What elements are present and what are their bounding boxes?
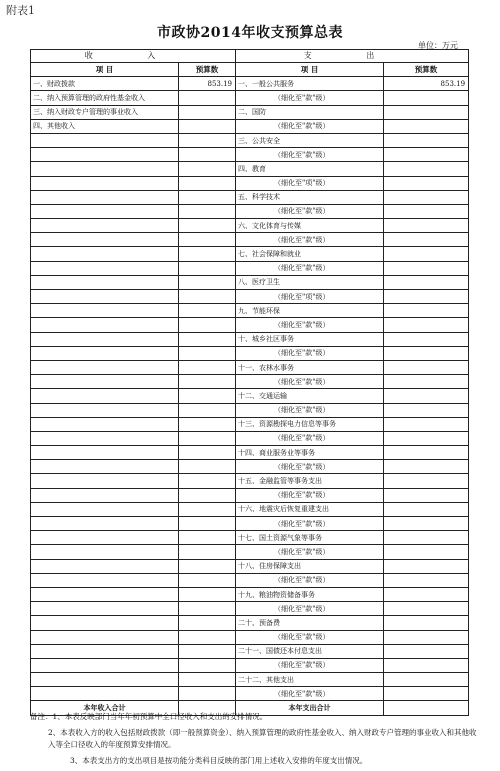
expense-amount-cell: 853.19 (384, 77, 469, 91)
income-amount-cell (179, 644, 236, 658)
income-amount-cell (179, 219, 236, 233)
column-header-row (31, 63, 469, 77)
expense-amount-cell (384, 687, 469, 701)
income-item-cell (31, 375, 179, 389)
expense-item-cell: 十三、资源勘探电力信息等事务 (236, 417, 384, 431)
income-item-cell (31, 446, 179, 460)
note-3: 3、本表支出方的支出项目是按功能分类科目反映的部门用上述收入安排的年度支出情况。 (70, 756, 368, 765)
table-row (31, 488, 469, 502)
income-amount-cell (179, 375, 236, 389)
expense-item-cell: 十九、粮油物资储备事务 (236, 587, 384, 601)
table-row (31, 375, 469, 389)
unit-label: 单位：万元 (418, 41, 458, 50)
table-row (31, 460, 469, 474)
table-row (31, 687, 469, 701)
income-amount-cell (179, 247, 236, 261)
expense-amount-cell (384, 261, 469, 275)
expense-amount-cell (384, 304, 469, 318)
income-item-cell (31, 644, 179, 658)
note-1: 备注：1、本表反映部门当年年初预算中全口径收入和支出的安排情况。 (30, 712, 268, 721)
expense-amount-cell (384, 531, 469, 545)
expense-amount-cell (384, 346, 469, 360)
expense-item-cell: 十六、地震灾后恢复重建支出 (236, 502, 384, 516)
income-item-cell (31, 247, 179, 261)
expense-item-cell: （细化至"款"级） (236, 517, 384, 531)
income-amount-cell (179, 573, 236, 587)
table-row (31, 431, 469, 445)
income-item-cell (31, 488, 179, 502)
expense-item-cell: 六、文化体育与传媒 (236, 219, 384, 233)
income-item-cell (31, 148, 179, 162)
income-item-cell (31, 502, 179, 516)
income-item-cell (31, 190, 179, 204)
expense-item-cell: （细化至"款"级） (236, 602, 384, 616)
expense-amount-cell (384, 148, 469, 162)
expense-item-cell: 九、节能环保 (236, 304, 384, 318)
income-item-cell (31, 630, 179, 644)
income-amount-cell: 853.19 (179, 77, 236, 91)
expense-amount-cell (384, 658, 469, 672)
table-row (31, 318, 469, 332)
expense-item-cell: 十一、农林水事务 (236, 360, 384, 374)
expense-amount-cell (384, 545, 469, 559)
table-row (31, 673, 469, 687)
income-item-cell (31, 474, 179, 488)
income-item-cell (31, 616, 179, 630)
income-amount-cell (179, 346, 236, 360)
income-amount-cell (179, 673, 236, 687)
income-item-cell (31, 290, 179, 304)
table-row (31, 417, 469, 431)
expense-amount-cell (384, 119, 469, 133)
income-amount-cell (179, 304, 236, 318)
income-item-cell (31, 261, 179, 275)
income-item-cell (31, 360, 179, 374)
income-amount-cell (179, 431, 236, 445)
income-amount-cell (179, 559, 236, 573)
income-amount-cell (179, 658, 236, 672)
expense-amount-cell (384, 233, 469, 247)
expense-amount-cell (384, 417, 469, 431)
table-row (31, 233, 469, 247)
table-row (31, 602, 469, 616)
expense-item-cell: （细化至"款"级） (236, 573, 384, 587)
income-amount-cell (179, 545, 236, 559)
table-row (31, 162, 469, 176)
expense-amount-cell (384, 587, 469, 601)
expense-amount-cell (384, 474, 469, 488)
expense-item-cell: （细化至"款"级） (236, 545, 384, 559)
table-row (31, 219, 469, 233)
expense-item-cell: （细化至"项"级） (236, 290, 384, 304)
income-item-cell (31, 559, 179, 573)
expense-amount-cell (384, 190, 469, 204)
table-row (31, 332, 469, 346)
table-row (31, 190, 469, 204)
income-item-cell (31, 417, 179, 431)
expense-item-cell: 七、社会保障和就业 (236, 247, 384, 261)
expense-amount-cell (384, 502, 469, 516)
expense-item-cell: 五、科学技术 (236, 190, 384, 204)
income-item-header: 项 目 (31, 63, 179, 77)
income-item-cell (31, 602, 179, 616)
section-header-row (31, 50, 469, 63)
income-item-cell (31, 517, 179, 531)
table-row (31, 517, 469, 531)
table-row (31, 261, 469, 275)
expense-amount-cell (384, 91, 469, 105)
expense-item-cell: （细化至"款"级） (236, 346, 384, 360)
expense-amount-cell (384, 176, 469, 190)
table-row (31, 587, 469, 601)
table-row (31, 133, 469, 147)
table-row (31, 105, 469, 119)
expense-item-cell: 四、教育 (236, 162, 384, 176)
expense-item-cell: （细化至"项"级） (236, 176, 384, 190)
page-title: 市政协2014年收支预算总表 (157, 25, 343, 41)
expense-item-cell: 八、医疗卫生 (236, 275, 384, 289)
expense-item-cell: 一、一般公共服务 (236, 77, 384, 91)
expense-amount-cell (384, 517, 469, 531)
table-row (31, 346, 469, 360)
expense-amount-cell (384, 105, 469, 119)
income-item-cell (31, 658, 179, 672)
expense-item-cell: （细化至"款"级） (236, 148, 384, 162)
expense-amount-header: 预算数 (384, 63, 469, 77)
table-row (31, 389, 469, 403)
income-amount-cell (179, 318, 236, 332)
income-amount-header: 预算数 (179, 63, 236, 77)
income-item-cell: 一、财政拨款 (31, 77, 179, 91)
table-row (31, 176, 469, 190)
income-amount-cell (179, 389, 236, 403)
income-item-cell (31, 318, 179, 332)
expense-item-cell: 三、公共安全 (236, 133, 384, 147)
expense-item-cell: （细化至"款"级） (236, 658, 384, 672)
table-row (31, 403, 469, 417)
expense-amount-cell (384, 644, 469, 658)
table-row (31, 446, 469, 460)
table-row (31, 360, 469, 374)
expense-item-cell: 十、城乡社区事务 (236, 332, 384, 346)
expense-amount-cell (384, 133, 469, 147)
table-row (31, 474, 469, 488)
expense-item-cell: 十二、交通运输 (236, 389, 384, 403)
expense-amount-cell (384, 446, 469, 460)
income-item-cell (31, 587, 179, 601)
income-item-cell (31, 673, 179, 687)
income-item-cell (31, 332, 179, 346)
expense-item-cell: （细化至"款"级） (236, 403, 384, 417)
income-item-cell (31, 162, 179, 176)
income-section-header: 收 入 (31, 50, 236, 63)
income-item-cell (31, 545, 179, 559)
income-amount-cell (179, 204, 236, 218)
income-amount-cell (179, 133, 236, 147)
table-row (31, 531, 469, 545)
income-amount-cell (179, 630, 236, 644)
expense-amount-cell (384, 630, 469, 644)
income-amount-cell (179, 91, 236, 105)
income-item-cell (31, 176, 179, 190)
income-total-label: 本年收入合计 (31, 701, 179, 715)
expense-item-header: 项 目 (236, 63, 384, 77)
table-row (31, 630, 469, 644)
expense-amount-cell (384, 360, 469, 374)
expense-item-cell: （细化至"款"级） (236, 233, 384, 247)
expense-amount-cell (384, 488, 469, 502)
income-item-cell (31, 531, 179, 545)
table-row (31, 275, 469, 289)
expense-item-cell: （细化至"款"级） (236, 261, 384, 275)
table-row (31, 119, 469, 133)
expense-amount-cell (384, 460, 469, 474)
expense-amount-cell (384, 290, 469, 304)
expense-item-cell: 十五、金融监管等事务支出 (236, 474, 384, 488)
income-item-cell (31, 431, 179, 445)
expense-amount-cell (384, 431, 469, 445)
income-amount-cell (179, 446, 236, 460)
expense-amount-cell (384, 403, 469, 417)
income-amount-cell (179, 460, 236, 474)
income-amount-cell (179, 403, 236, 417)
income-amount-cell (179, 531, 236, 545)
table-row (31, 304, 469, 318)
table-row (31, 91, 469, 105)
income-item-cell (31, 233, 179, 247)
income-amount-cell (179, 616, 236, 630)
income-item-cell (31, 460, 179, 474)
expense-item-cell: 二、国防 (236, 105, 384, 119)
income-item-cell (31, 403, 179, 417)
income-amount-cell (179, 417, 236, 431)
expense-item-cell: （细化至"款"级） (236, 460, 384, 474)
expense-item-cell: （细化至"款"级） (236, 318, 384, 332)
expense-amount-cell (384, 247, 469, 261)
expense-section-header: 支 出 (236, 50, 469, 63)
expense-amount-cell (384, 318, 469, 332)
income-amount-cell (179, 105, 236, 119)
expense-amount-cell (384, 162, 469, 176)
income-amount-cell (179, 190, 236, 204)
income-item-cell (31, 275, 179, 289)
attachment-label: 附表1 (6, 4, 35, 17)
income-amount-cell (179, 176, 236, 190)
income-item-cell (31, 133, 179, 147)
income-amount-cell (179, 602, 236, 616)
expense-item-cell: 二十二、其他支出 (236, 673, 384, 687)
income-amount-cell (179, 148, 236, 162)
table-row (31, 290, 469, 304)
notes (30, 711, 480, 771)
income-item-cell (31, 573, 179, 587)
income-item-cell: 四、其他收入 (31, 119, 179, 133)
expense-amount-cell (384, 219, 469, 233)
income-amount-cell (179, 162, 236, 176)
income-amount-cell (179, 502, 236, 516)
expense-item-cell: （细化至"款"级） (236, 375, 384, 389)
income-item-cell (31, 346, 179, 360)
income-amount-cell (179, 360, 236, 374)
table-row (31, 616, 469, 630)
income-amount-cell (179, 233, 236, 247)
income-item-cell (31, 687, 179, 701)
table-row (31, 247, 469, 261)
table-row (31, 559, 469, 573)
expense-amount-cell (384, 332, 469, 346)
expense-item-cell: （细化至"款"级） (236, 431, 384, 445)
expense-item-cell: 二十、预备费 (236, 616, 384, 630)
table-row (31, 204, 469, 218)
expense-amount-cell (384, 389, 469, 403)
note-2: 2、本表收入方的收入包括财政拨款（即一般预算资金）、纳入预算管理的政府性基金收入、纳入财政专户管理的事业收入和其他收入等全口径收入的年度预算安排情况。 (48, 728, 477, 749)
income-item-cell: 三、纳入财政专户管理的事业收入 (31, 105, 179, 119)
expense-amount-cell (384, 573, 469, 587)
expense-amount-cell (384, 275, 469, 289)
expense-amount-cell (384, 559, 469, 573)
income-amount-cell (179, 517, 236, 531)
expense-item-cell: 十八、住房保障支出 (236, 559, 384, 573)
income-amount-cell (179, 275, 236, 289)
income-item-cell: 二、纳入预算管理的政府性基金收入 (31, 91, 179, 105)
expense-amount-cell (384, 616, 469, 630)
income-amount-cell (179, 119, 236, 133)
income-amount-cell (179, 488, 236, 502)
budget-table (30, 49, 469, 716)
expense-amount-cell (384, 204, 469, 218)
income-amount-cell (179, 261, 236, 275)
expense-item-cell: 十四、商业服务业等事务 (236, 446, 384, 460)
expense-amount-cell (384, 375, 469, 389)
expense-item-cell: 十七、国土资源气象等事务 (236, 531, 384, 545)
table-row (31, 644, 469, 658)
income-item-cell (31, 389, 179, 403)
expense-item-cell: 二十一、国债还本付息支出 (236, 644, 384, 658)
income-amount-cell (179, 687, 236, 701)
income-amount-cell (179, 474, 236, 488)
income-amount-cell (179, 332, 236, 346)
expense-item-cell: （细化至"款"级） (236, 630, 384, 644)
income-item-cell (31, 219, 179, 233)
expense-item-cell: （细化至"款"级） (236, 204, 384, 218)
income-item-cell (31, 204, 179, 218)
table-row (31, 658, 469, 672)
expense-amount-cell (384, 602, 469, 616)
income-amount-cell (179, 290, 236, 304)
expense-amount-cell (384, 673, 469, 687)
table-row (31, 148, 469, 162)
table-row (31, 77, 469, 91)
table-row (31, 502, 469, 516)
expense-total-label: 本年支出合计 (236, 701, 384, 715)
expense-item-cell: （细化至"款"级） (236, 687, 384, 701)
income-amount-cell (179, 587, 236, 601)
expense-item-cell: （细化至"款"级） (236, 119, 384, 133)
table-row (31, 545, 469, 559)
table-row (31, 573, 469, 587)
income-item-cell (31, 304, 179, 318)
expense-item-cell: （细化至"款"级） (236, 488, 384, 502)
expense-item-cell: （细化至"款"级） (236, 91, 384, 105)
